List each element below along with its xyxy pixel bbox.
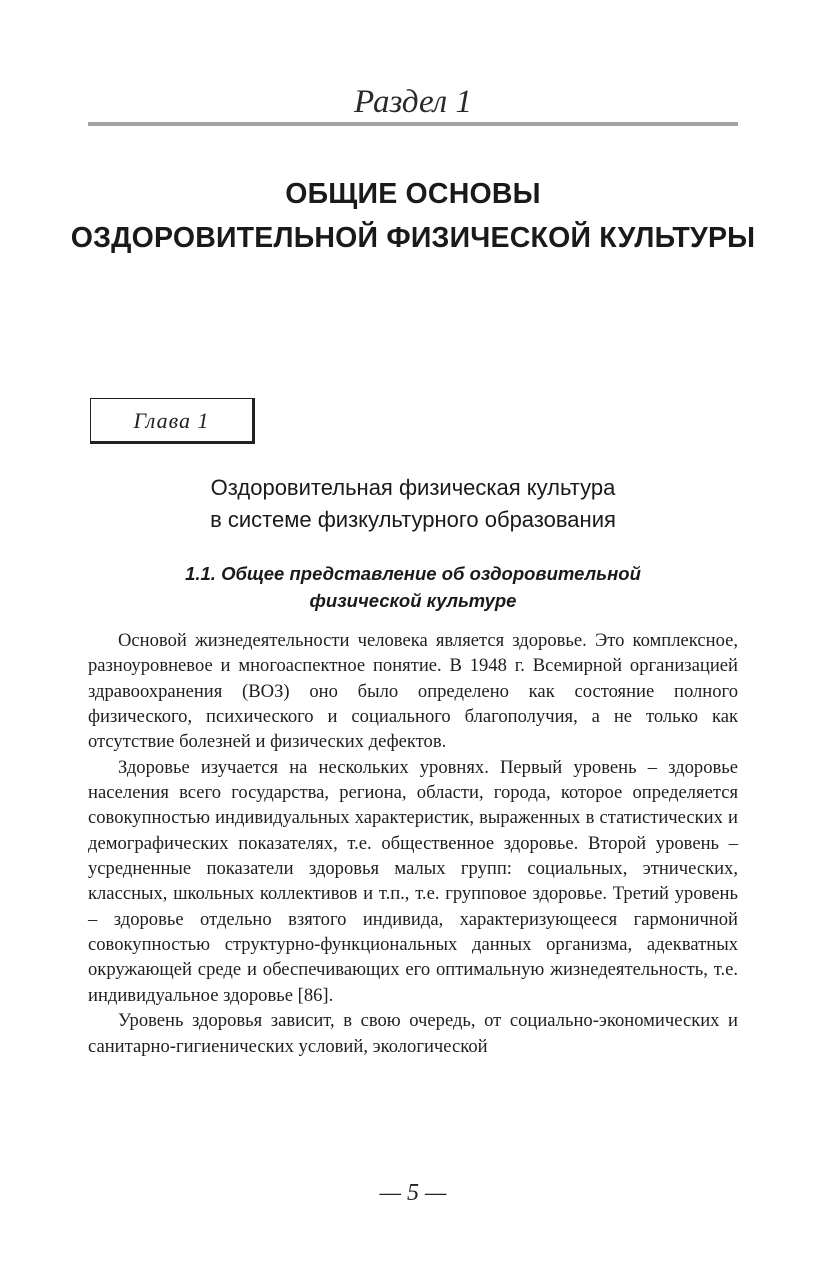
section-title-line-1: ОБЩИЕ ОСНОВЫ — [285, 178, 541, 210]
chapter-title-line-1: Оздоровительная физическая культура — [210, 475, 616, 500]
paragraph-3: Уровень здоровья зависит, в свою очередь, от социально-экономических и санитарно-гигиенических условий, экологической — [88, 1010, 738, 1057]
page-number: — 5 — — [379, 1180, 447, 1206]
subsection-title-line-2: физической культуре — [309, 590, 517, 611]
chapter-title-line-2: в системе физкультурного образования — [210, 507, 616, 532]
section-title — [60, 172, 766, 260]
chapter-title — [88, 472, 738, 536]
body-text — [88, 628, 738, 1059]
paragraph-2: Здоровье изучается на нескольких уровнях. Первый уровень – здоровье населения всего государства, региона, области, города, которое определяется совокупностью индивидуальных характеристик, выраженных в статистических и демографических показателях, т.е. общественное здоровье. Второй уровень – усредненные показатели здоровья малых групп: социальных, этнических, классных, школьных коллективов и т.п., т.е. групповое здоровье. Третий уровень – здоровье отдельно взятого индивида, характеризующееся гармоничной совокупностью структурно-функциональных данных организма, адекватных окружающей среде и обеспечивающих его оптимальную жизнедеятельность, т.е. индивидуальное здоровье [86]. — [88, 756, 738, 1006]
subsection-title — [88, 560, 738, 614]
subsection-title-line-1: 1.1. Общее представление об оздоровительной — [185, 563, 641, 584]
section-label: Раздел 1 — [354, 84, 472, 120]
chapter-label-box: Глава 1 — [90, 398, 255, 444]
section-divider — [88, 122, 738, 126]
section-title-line-2: ОЗДОРОВИТЕЛЬНОЙ ФИЗИЧЕСКОЙ КУЛЬТУРЫ — [70, 222, 756, 254]
paragraph-1: Основой жизнедеятельности человека является здоровье. Это комплексное, разноуровневое и многоаспектное понятие. В 1948 г. Всемирной организацией здравоохранения (ВОЗ) оно было определено как состояние полного физического, психического и социального благополучия, а не только как отсутствие болезней и физических дефектов. — [88, 630, 738, 753]
